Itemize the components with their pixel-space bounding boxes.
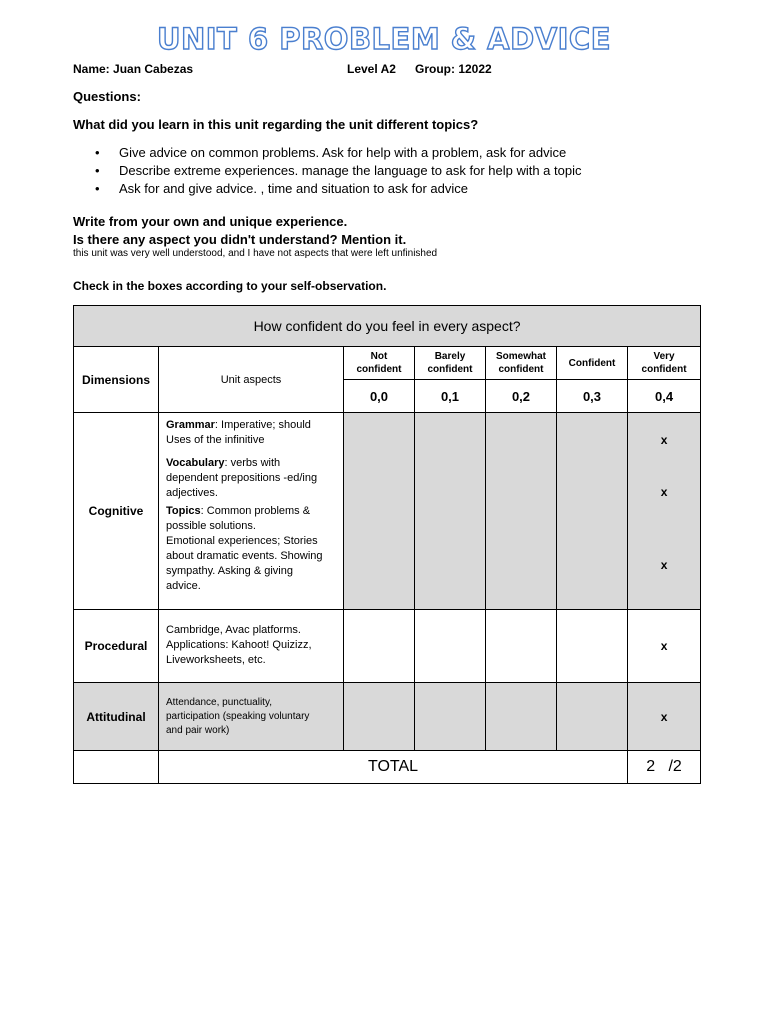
check-prompt: Check in the boxes according to your self-observation. <box>73 279 387 293</box>
grammar-term: Grammar <box>166 419 215 431</box>
self-assessment-table <box>73 305 701 784</box>
total-spacer <box>74 751 159 784</box>
aspect-answer: this unit was very well understood, and I have not aspects that were left unfinished <box>73 248 438 259</box>
checkbox-cell[interactable] <box>557 413 628 610</box>
checkbox-cell[interactable] <box>344 413 415 610</box>
checkbox-cell[interactable] <box>557 683 628 751</box>
checkbox-cell-very-confident[interactable] <box>628 413 701 610</box>
vocabulary-term: Vocabulary <box>166 457 225 469</box>
student-level: Level A2 <box>347 62 396 76</box>
dimension-cognitive: Cognitive <box>74 413 159 610</box>
dimension-procedural: Procedural <box>74 610 159 683</box>
level-score: 0,3 <box>557 380 628 413</box>
table-row <box>74 683 701 751</box>
table-row <box>74 751 701 784</box>
level-header-barely-confident: Barely confident <box>415 347 486 380</box>
check-mark: x <box>660 485 668 499</box>
checkbox-cell[interactable] <box>344 683 415 751</box>
level-score: 0,1 <box>415 380 486 413</box>
check-mark: x <box>660 433 668 447</box>
checkbox-cell[interactable] <box>486 683 557 751</box>
question-learn: What did you learn in this unit regarding the unit different topics? <box>73 117 479 132</box>
checkbox-cell[interactable] <box>557 610 628 683</box>
checkbox-cell[interactable] <box>344 610 415 683</box>
write-prompt: Write from your own and unique experience. <box>73 214 348 229</box>
level-header-very-confident: Very confident <box>628 347 701 380</box>
list-item: • Describe extreme experiences. manage the language to ask for help with a topic <box>73 162 581 180</box>
list-item: • Give advice on common problems. Ask for help with a problem, ask for advice <box>73 144 581 162</box>
table-title: How confident do you feel in every aspect? <box>74 306 701 347</box>
dimensions-header: Dimensions <box>74 347 159 413</box>
dimension-attitudinal: Attitudinal <box>74 683 159 751</box>
level-header-not-confident: Not confident <box>344 347 415 380</box>
checkbox-cell-very-confident[interactable]: x <box>628 610 701 683</box>
topics-term: Topics <box>166 505 201 517</box>
total-score: 2 /2 <box>628 751 701 784</box>
level-score: 0,4 <box>628 380 701 413</box>
level-score: 0,2 <box>486 380 557 413</box>
table-row <box>74 413 701 610</box>
checkbox-cell[interactable] <box>486 413 557 610</box>
level-header-confident: Confident <box>557 347 628 380</box>
page-title: UNIT 6 PROBLEM & ADVICE <box>156 22 612 56</box>
check-mark: x <box>660 558 668 572</box>
student-name: Name: Juan Cabezas <box>73 62 194 76</box>
cognitive-aspects: Grammar: Imperative; should Uses of the infinitive Vocabulary: verbs with dependent prepositions -ed/ing adjectives. Topics: Common problems & possible solutions. Emotional experiences; Stories about dramatic events. Showing sympathy. Asking & giving advice. <box>159 413 344 610</box>
checkbox-cell[interactable] <box>415 683 486 751</box>
total-label: TOTAL <box>159 751 628 784</box>
checkbox-cell-very-confident[interactable]: x <box>628 683 701 751</box>
attitudinal-aspects: Attendance, punctuality, participation (speaking voluntary and pair work) <box>159 683 344 751</box>
list-item: • Ask for and give advice. , time and situation to ask for advice <box>73 180 581 198</box>
aspect-prompt: Is there any aspect you didn't understand? Mention it. <box>73 232 407 247</box>
unit-aspects-header: Unit aspects <box>159 347 344 413</box>
procedural-aspects: Cambridge, Avac platforms. Applications: Kahoot! Quizizz, Liveworksheets, etc. <box>159 610 344 683</box>
learned-list <box>73 144 581 198</box>
student-group: Group: 12022 <box>415 62 492 76</box>
level-score: 0,0 <box>344 380 415 413</box>
checkbox-cell[interactable] <box>415 413 486 610</box>
questions-heading: Questions: <box>73 89 141 104</box>
level-header-somewhat-confident: Somewhat confident <box>486 347 557 380</box>
checkbox-cell[interactable] <box>415 610 486 683</box>
checkbox-cell[interactable] <box>486 610 557 683</box>
table-row <box>74 610 701 683</box>
